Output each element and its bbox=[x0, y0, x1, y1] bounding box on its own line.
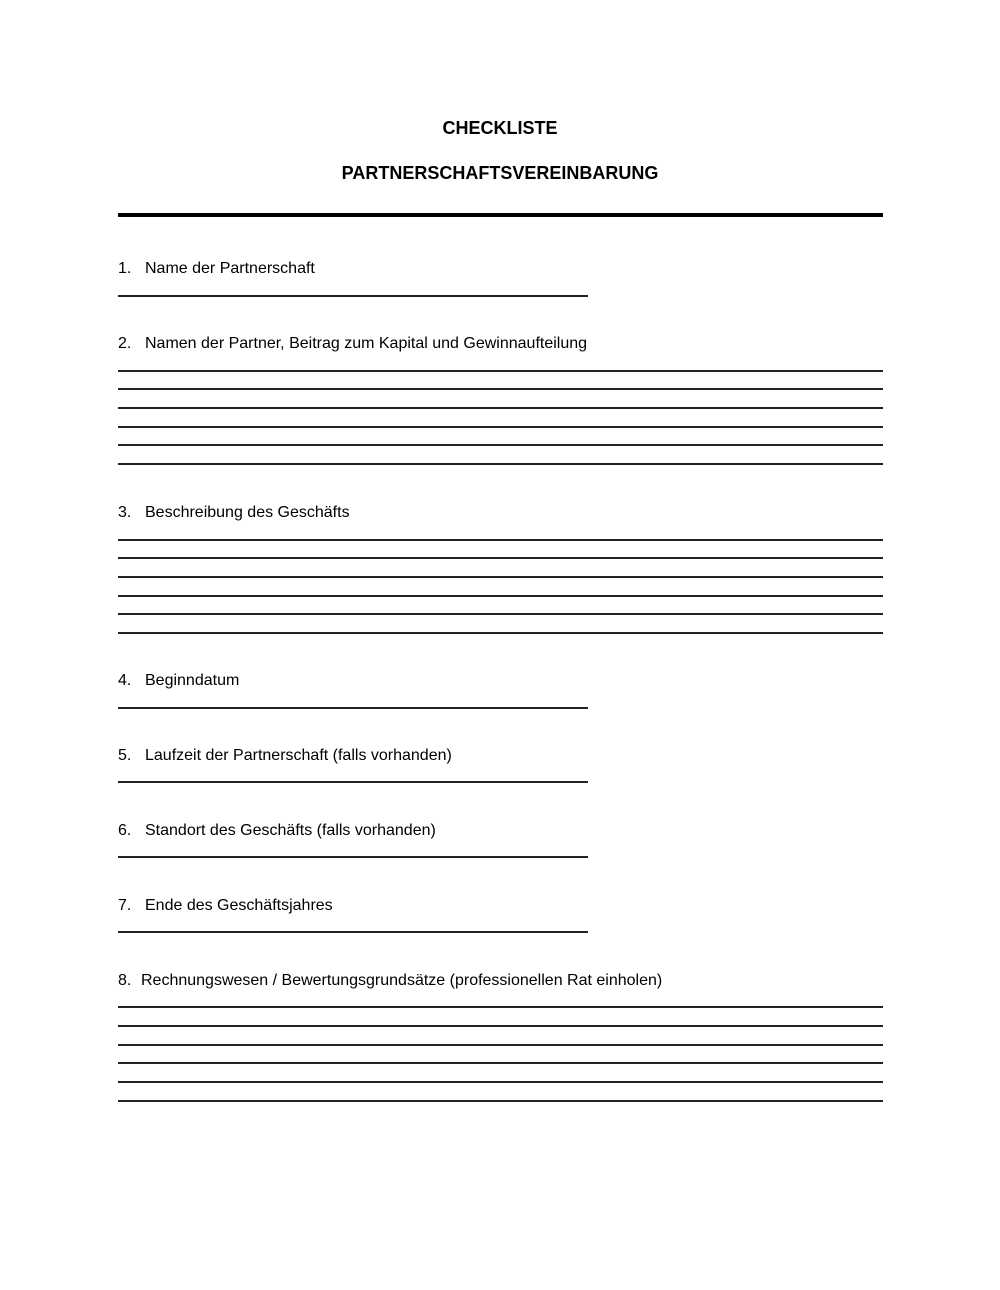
section-6-blank-line[interactable] bbox=[118, 856, 588, 858]
section-7-blank-line[interactable] bbox=[118, 931, 588, 933]
section-title: Ende des Geschäftsjahres bbox=[145, 897, 333, 914]
section-2-label bbox=[118, 335, 587, 353]
section-title: Standort des Geschäfts (falls vorhanden) bbox=[145, 822, 436, 839]
section-number: 5. bbox=[118, 747, 132, 764]
section-3-blank-line[interactable] bbox=[118, 576, 883, 578]
section-4-blank-line[interactable] bbox=[118, 707, 588, 709]
section-8-blank-line[interactable] bbox=[118, 1062, 883, 1064]
section-title: Name der Partnerschaft bbox=[145, 260, 315, 277]
section-number: 1. bbox=[118, 260, 132, 277]
section-1-label bbox=[118, 260, 315, 278]
section-3-blank-line[interactable] bbox=[118, 539, 883, 541]
section-3-label bbox=[118, 504, 350, 522]
section-1-blank-line[interactable] bbox=[118, 295, 588, 297]
section-number: 8. bbox=[118, 972, 132, 989]
document-title: CHECKLISTE bbox=[442, 118, 558, 138]
section-2-blank-line[interactable] bbox=[118, 407, 883, 409]
section-number: 4. bbox=[118, 672, 132, 689]
section-4-label bbox=[118, 672, 239, 690]
section-8-blank-line[interactable] bbox=[118, 1006, 883, 1008]
section-7-label bbox=[118, 897, 333, 915]
section-3-blank-line[interactable] bbox=[118, 632, 883, 634]
section-5-blank-line[interactable] bbox=[118, 781, 588, 783]
section-3-blank-line[interactable] bbox=[118, 613, 883, 615]
section-number: 2. bbox=[118, 335, 132, 352]
section-title: Beschreibung des Geschäfts bbox=[145, 504, 350, 521]
section-title: Beginndatum bbox=[145, 672, 240, 689]
header-divider bbox=[118, 213, 883, 217]
section-2-blank-line[interactable] bbox=[118, 463, 883, 465]
section-8-blank-line[interactable] bbox=[118, 1100, 883, 1102]
section-2-blank-line[interactable] bbox=[118, 388, 883, 390]
section-3-blank-line[interactable] bbox=[118, 595, 883, 597]
section-8-blank-line[interactable] bbox=[118, 1044, 883, 1046]
section-8-blank-line[interactable] bbox=[118, 1025, 883, 1027]
section-title: Rechnungswesen / Bewertungsgrundsätze (professionellen Rat einholen) bbox=[141, 972, 663, 989]
section-number: 3. bbox=[118, 504, 132, 521]
section-title: Laufzeit der Partnerschaft (falls vorhanden) bbox=[145, 747, 452, 764]
section-title: Namen der Partner, Beitrag zum Kapital und Gewinnaufteilung bbox=[145, 335, 588, 352]
section-number: 6. bbox=[118, 822, 132, 839]
section-2-blank-line[interactable] bbox=[118, 426, 883, 428]
section-8-label bbox=[118, 972, 662, 990]
document-subtitle: PARTNERSCHAFTSVEREINBARUNG bbox=[341, 163, 659, 183]
section-number: 7. bbox=[118, 897, 132, 914]
section-8-blank-line[interactable] bbox=[118, 1081, 883, 1083]
section-2-blank-line[interactable] bbox=[118, 370, 883, 372]
section-3-blank-line[interactable] bbox=[118, 557, 883, 559]
section-5-label bbox=[118, 747, 452, 765]
section-2-blank-line[interactable] bbox=[118, 444, 883, 446]
section-6-label bbox=[118, 822, 436, 840]
